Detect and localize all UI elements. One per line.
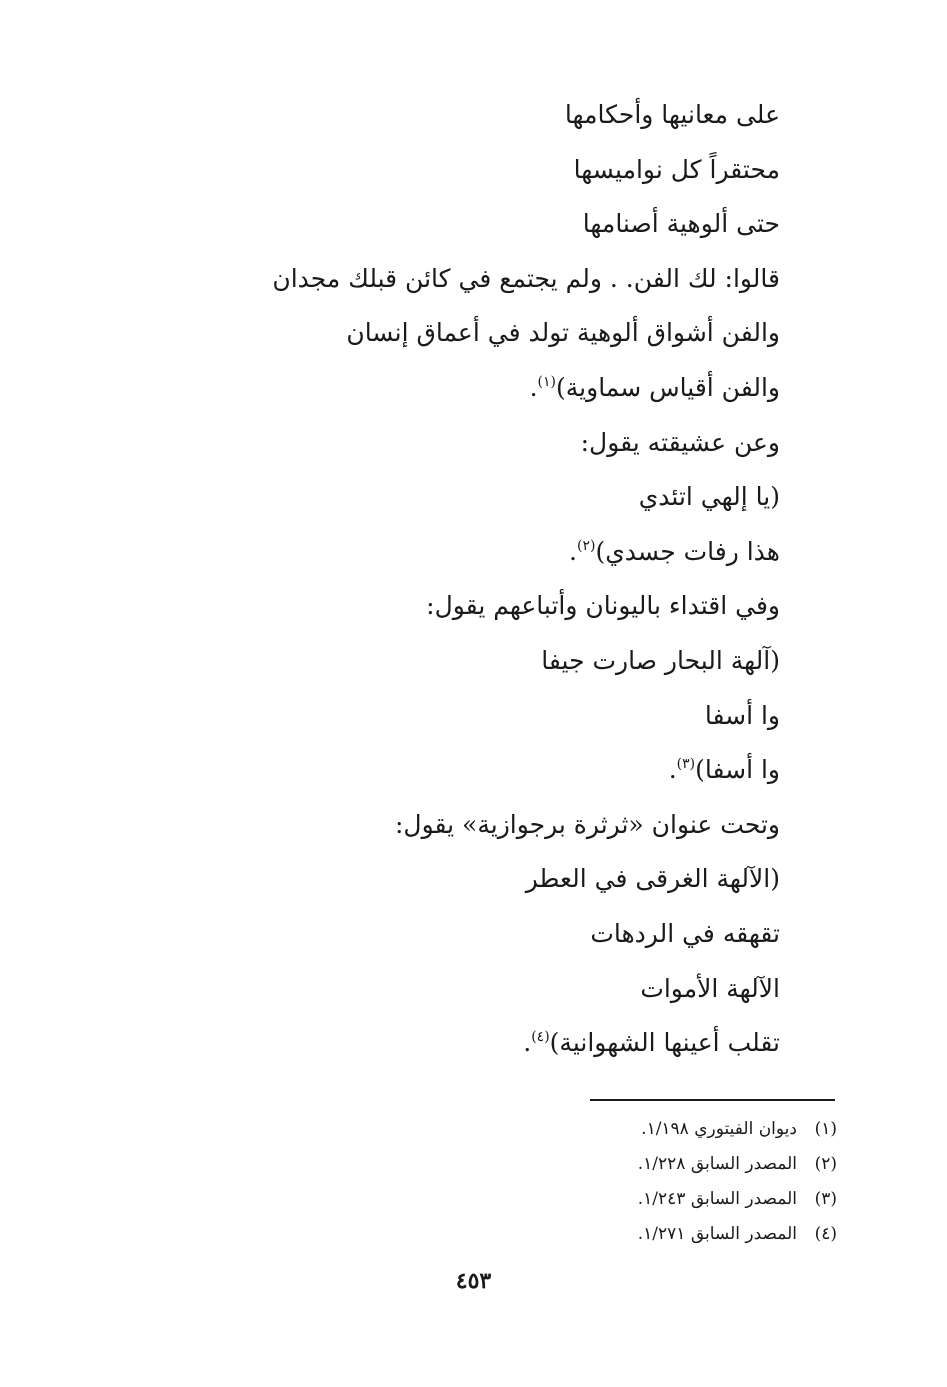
text-line-10: وفي اقتداء باليونان وأتباعهم يقول:: [426, 591, 780, 621]
footnote-ref-2[interactable]: (٢): [577, 537, 596, 554]
poem-text-block: [180, 88, 780, 1071]
text-line-7: وعن عشيقته يقول:: [580, 427, 780, 457]
footnote-ref-4[interactable]: (٤): [531, 1029, 550, 1046]
footnote-3: [417, 1182, 837, 1217]
text-line-9: هذا رفات جسدي)$^{(٢)}$.: [569, 536, 780, 566]
footnote-separator: [590, 1099, 835, 1101]
footnote-text: ديوان الفيتوري ١/١٩٨.: [641, 1119, 797, 1139]
text-line-15: (الآلهة الغرقى في العطر: [525, 864, 780, 894]
footnote-text: المصدر السابق ١/٢٧١.: [637, 1224, 797, 1244]
text-line-3: حتى ألوهية أصنامها: [582, 209, 780, 239]
text-line-13: وا أسفا)$^{(٣)}$.: [668, 755, 780, 785]
text-line-16: تقهقه في الردهات: [590, 918, 780, 948]
footnote-ref-3[interactable]: (٣): [676, 756, 696, 773]
page-number: ٤٥٣: [455, 1268, 492, 1294]
text-line-6: والفن أقياس سماوية)$^{(١)}$.: [529, 372, 780, 402]
footnote-text: المصدر السابق ١/٢٢٨.: [637, 1154, 797, 1174]
text-line-11: (آلهة البحار صارت جيفا: [541, 645, 780, 675]
text-line-5: والفن أشواق ألوهية تولد في أعماق إنسان: [346, 318, 780, 348]
text-line-8: (يا إلهي اتئدي: [638, 482, 780, 512]
footnote-1: [417, 1112, 837, 1147]
footnote-4: [417, 1217, 837, 1252]
footnote-2: [417, 1147, 837, 1182]
footnotes-block: [417, 1112, 837, 1252]
text-line-4: قالوا: لك الفن. . ولم يجتمع في كائن قبلك مجدان: [272, 263, 780, 293]
text-line-2: محتقراً كل نواميسها: [573, 154, 780, 184]
footnote-number: (٢): [814, 1154, 837, 1174]
footnote-number: (٣): [814, 1189, 837, 1209]
footnote-text: المصدر السابق ١/٢٤٣.: [637, 1189, 797, 1209]
text-line-1: على معانيها وأحكامها: [564, 100, 780, 129]
footnote-ref-1[interactable]: (١): [537, 373, 556, 390]
text-line-18: تقلب أعينها الشهوانية)$^{(٤)}$.: [523, 1028, 780, 1058]
text-line-14: وتحت عنوان «ثرثرة برجوازية» يقول:: [395, 809, 780, 839]
footnote-number: (١): [814, 1119, 837, 1139]
text-line-17: الآلهة الأموات: [640, 973, 780, 1003]
text-line-12: وا أسفا: [704, 700, 780, 730]
footnote-number: (٤): [814, 1224, 837, 1244]
